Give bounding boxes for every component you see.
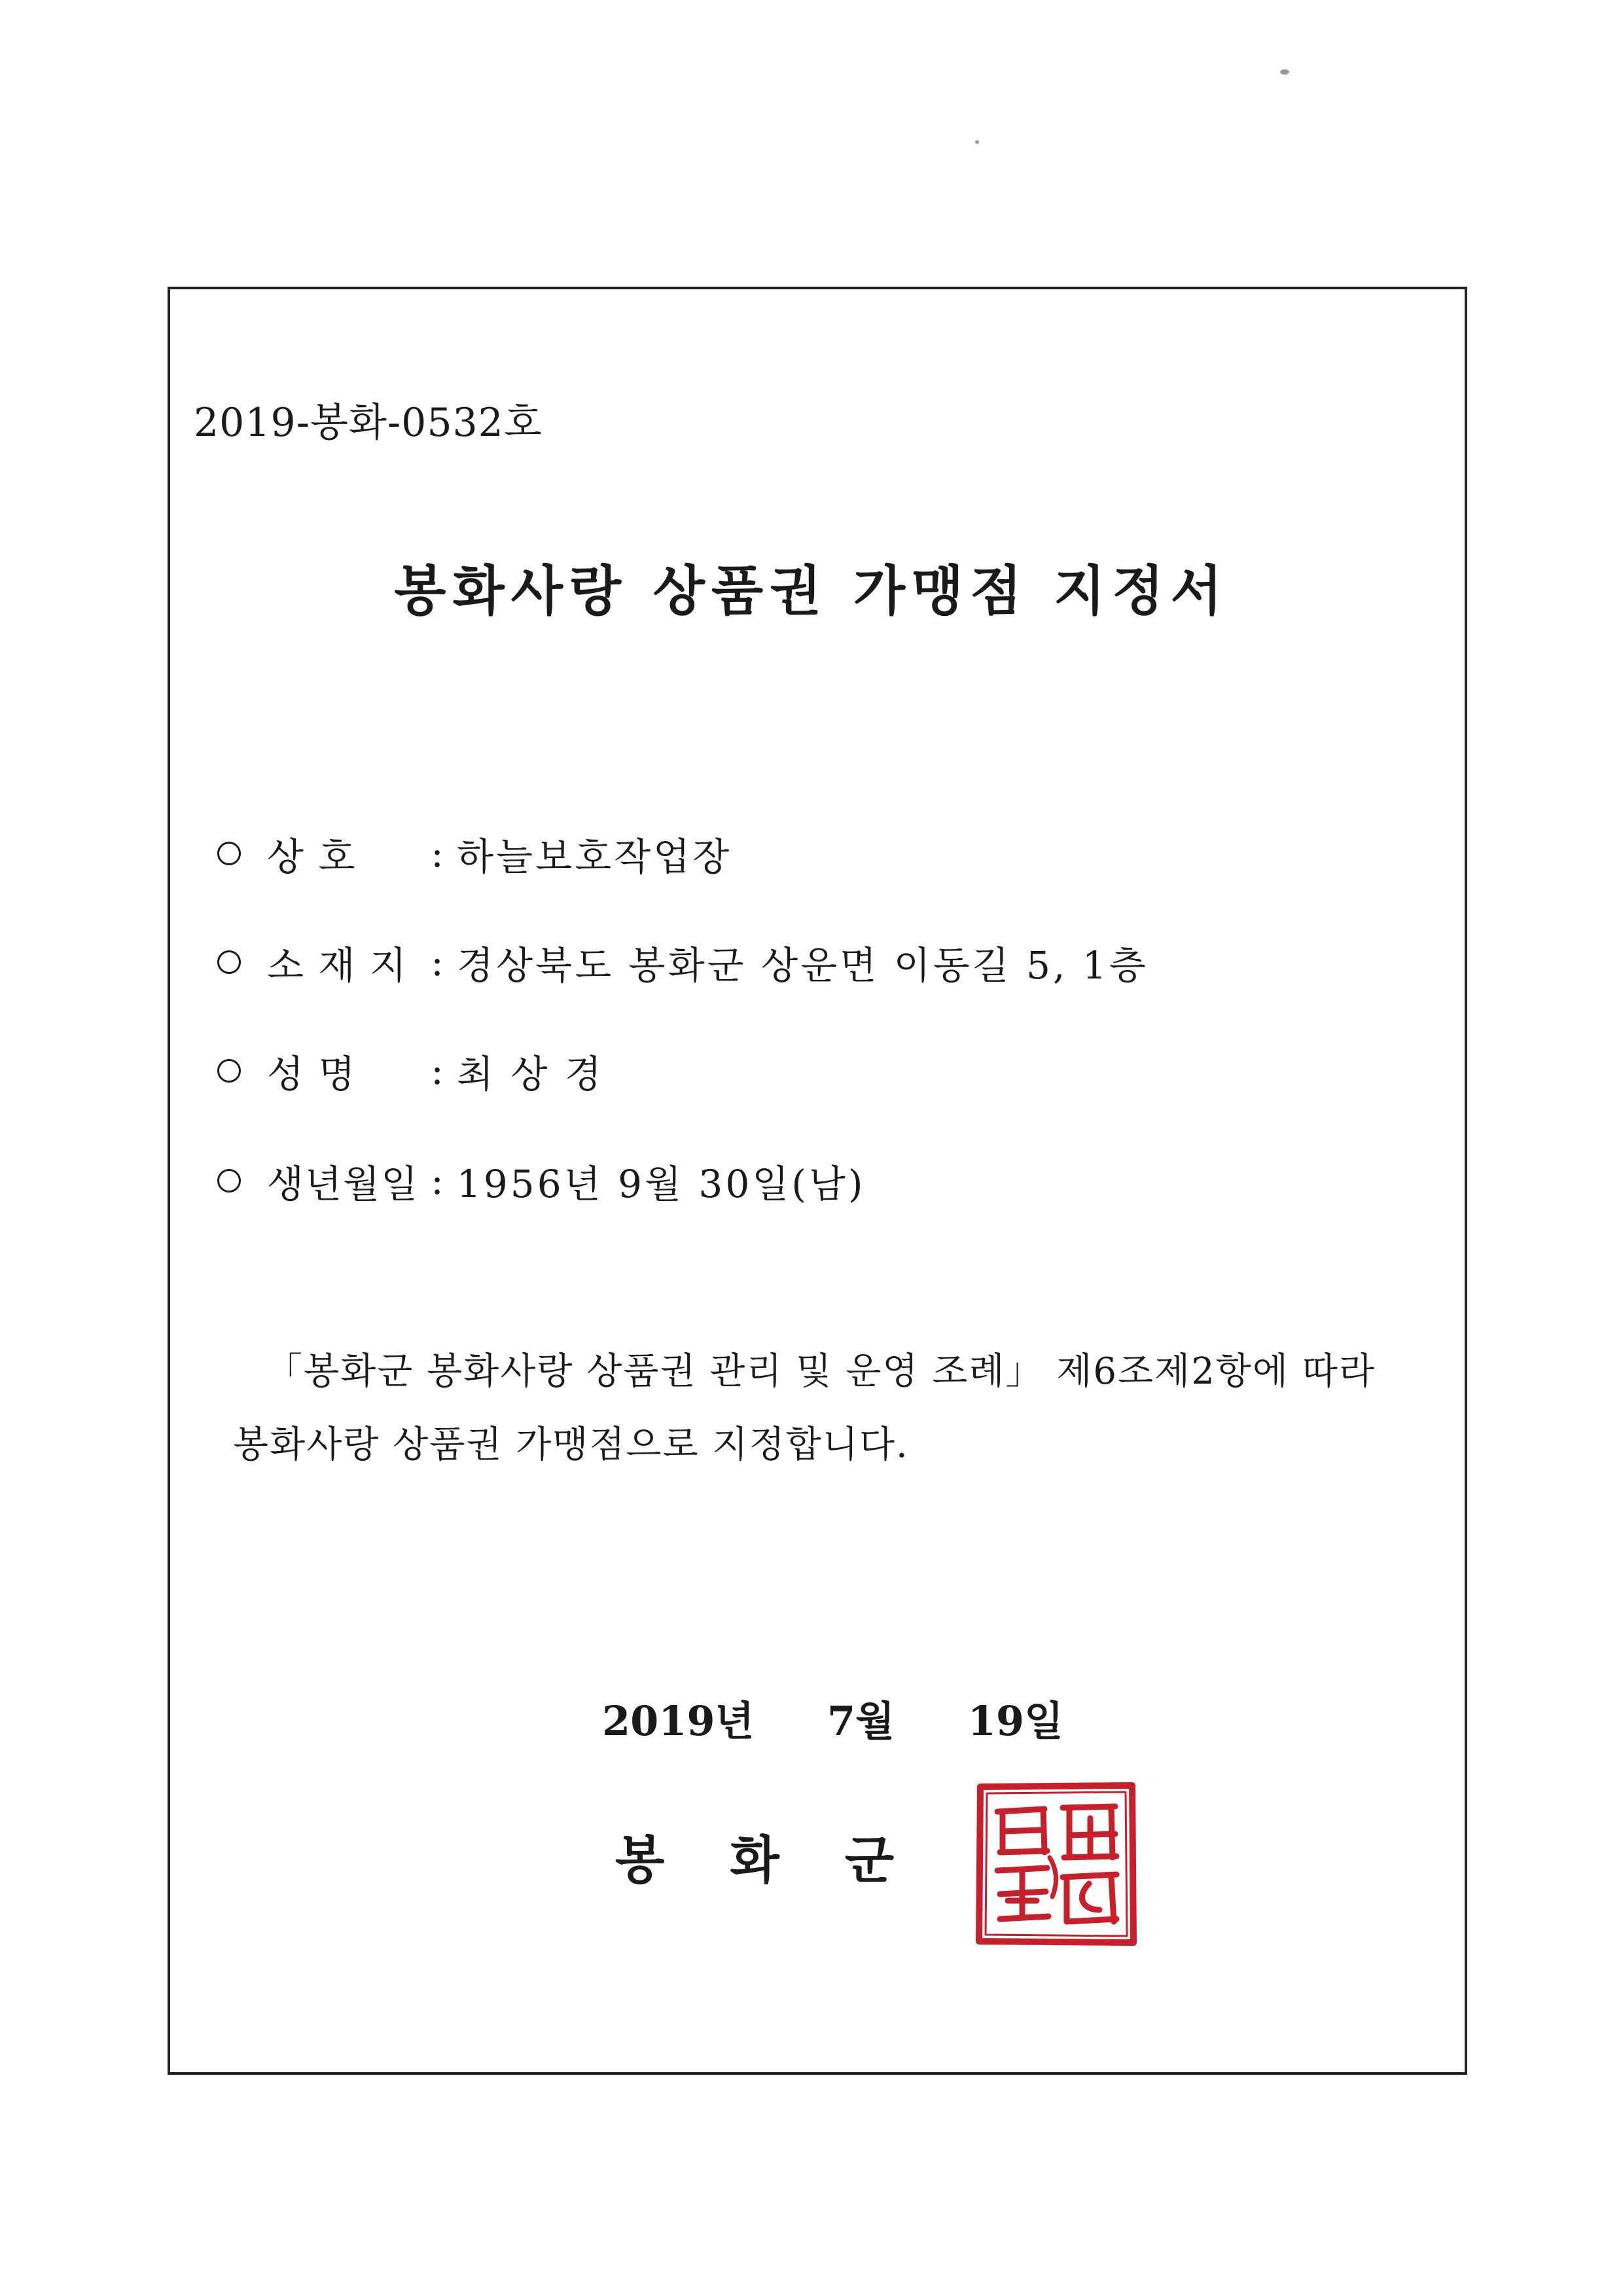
field-label: 성 명 (267, 1052, 357, 1096)
field-value: 하늘보호작업장 (457, 834, 732, 879)
scan-speck (975, 140, 979, 144)
circle-bullet-icon (217, 842, 241, 865)
designation-statement (233, 1335, 1424, 1482)
field-birthdate (217, 1153, 866, 1208)
statement-line: 봉화사랑 상품권 가맹점으로 지정합니다. (233, 1424, 909, 1466)
issue-day: 19일 (967, 1697, 1063, 1745)
field-business-name (217, 826, 732, 881)
issue-date (602, 1689, 1063, 1747)
document-title: 봉화사랑 상품권 가맹점 지정서 (394, 560, 1229, 622)
circle-bullet-icon (217, 950, 241, 974)
document-number: 2019-봉화-0532호 (194, 400, 543, 446)
official-seal-icon (971, 1779, 1141, 1949)
field-address (217, 935, 1149, 990)
field-value: 1956년 9월 30일(남) (457, 1162, 866, 1206)
field-name (217, 1043, 604, 1098)
circle-bullet-icon (217, 1059, 241, 1083)
scan-speck (1280, 69, 1289, 75)
circle-bullet-icon (217, 1169, 241, 1193)
field-label: 소 재 지 (267, 943, 408, 988)
issue-year: 2019년 (602, 1697, 755, 1745)
field-label: 상 호 (267, 834, 357, 879)
issuer-name: 봉화군 (615, 1831, 960, 1890)
field-colon: : (431, 1049, 444, 1093)
field-colon: : (431, 1158, 444, 1203)
field-value: 최 상 경 (457, 1052, 604, 1096)
field-colon: : (431, 940, 444, 984)
statement-line: 「봉화군 봉화사랑 상품권 관리 및 운영 조례」 제6조제2항에 따라 (266, 1350, 1376, 1393)
issue-month: 7월 (827, 1697, 895, 1745)
field-label: 생년월일 (267, 1162, 419, 1206)
field-colon: : (431, 831, 444, 876)
field-value: 경상북도 봉화군 상운면 이동길 5, 1층 (457, 943, 1149, 988)
